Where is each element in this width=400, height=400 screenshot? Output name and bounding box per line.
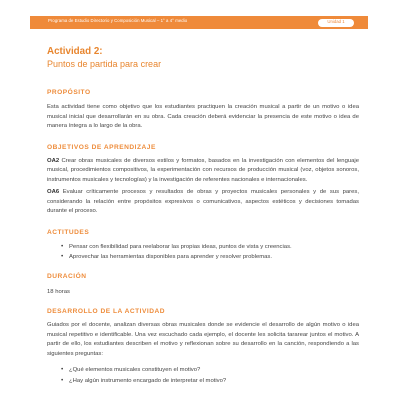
- list-item: • ¿Qué elementos musicales constituyen el motivo?: [61, 365, 359, 375]
- activity-subtitle: Puntos de partida para crear: [47, 59, 162, 69]
- actitudes-heading: ACTITUDES: [47, 228, 90, 236]
- unit-label: Unidad 1: [327, 19, 345, 24]
- list-item: • Aprovechar las herramientas disponibles para aprender y resolver problemas.: [61, 252, 359, 262]
- objetivo-text: Crear obras musicales de diversos estilos y formatos, basados en la investigación con elementos del lenguaje musical, procedimientos compositivos, la experimentación con recursos de producción musical (voz, objetos sonoros, instrumentos musicales y tecnologías) y la investigación de referentes nacionales e internacionales.: [47, 157, 359, 183]
- desarrollo-heading: DESARROLLO DE LA ACTIVIDAD: [47, 308, 166, 316]
- desarrollo-questions: [47, 365, 359, 385]
- objetivos-heading: OBJETIVOS DE APRENDIZAJE: [47, 143, 156, 151]
- objetivo-oa6: [47, 188, 359, 217]
- header-strip: [0, 0, 400, 3]
- objetivo-oa2: [47, 157, 359, 186]
- actitudes-list: [47, 242, 359, 262]
- activity-title: Actividad 2:: [47, 46, 103, 57]
- page-header: [0, 0, 400, 30]
- duracion-heading: DURACIÓN: [47, 272, 87, 280]
- proposito-text: Esta actividad tiene como objetivo que los estudiantes practiquen la creación musical a partir de un motivo o idea musical inicial que desarrollarán en su obra. Cada creación deberá evidenciar la presencia de este motivo o idea de manera íntegra a lo largo de la obra.: [47, 104, 359, 129]
- objetivo-code: OA6: [47, 189, 60, 195]
- desarrollo-text: Guiados por el docente, analizan diversas obras musicales donde se evidencie el desarrollo de algún motivo o idea musical repetitivo e identificable. Una vez escuchado cada ejemplo, el docente les solicita tararear juntos el motivo. A partir de ello, los estudiantes describen el motivo y reflexionan sobre su desarrollo en la canción, respondiendo a las siguientes preguntas:: [47, 322, 359, 357]
- program-label: Programa de Estudio Directorio y Composición Musical – 1° a 4° medio: [48, 18, 188, 23]
- document-body: [47, 44, 359, 386]
- objetivo-text: Evaluar críticamente procesos y resultados de obras y proyectos musicales personales y de sus pares, considerando la relación entre propósitos expresivos o comunicativos, aspectos estéticos y decisiones tomadas durante el proceso.: [47, 189, 359, 214]
- unit-badge: [318, 19, 354, 27]
- list-item: • Pensar con flexibilidad para reelaborar las propias ideas, puntos de vista y creencias.: [61, 242, 359, 252]
- objetivo-code: OA2: [47, 157, 60, 164]
- list-item: • ¿Hay algún instrumento encargado de interpretar el motivo?: [61, 376, 359, 386]
- duracion-text: 18 horas: [47, 288, 70, 295]
- proposito-heading: PROPÓSITO: [47, 89, 91, 96]
